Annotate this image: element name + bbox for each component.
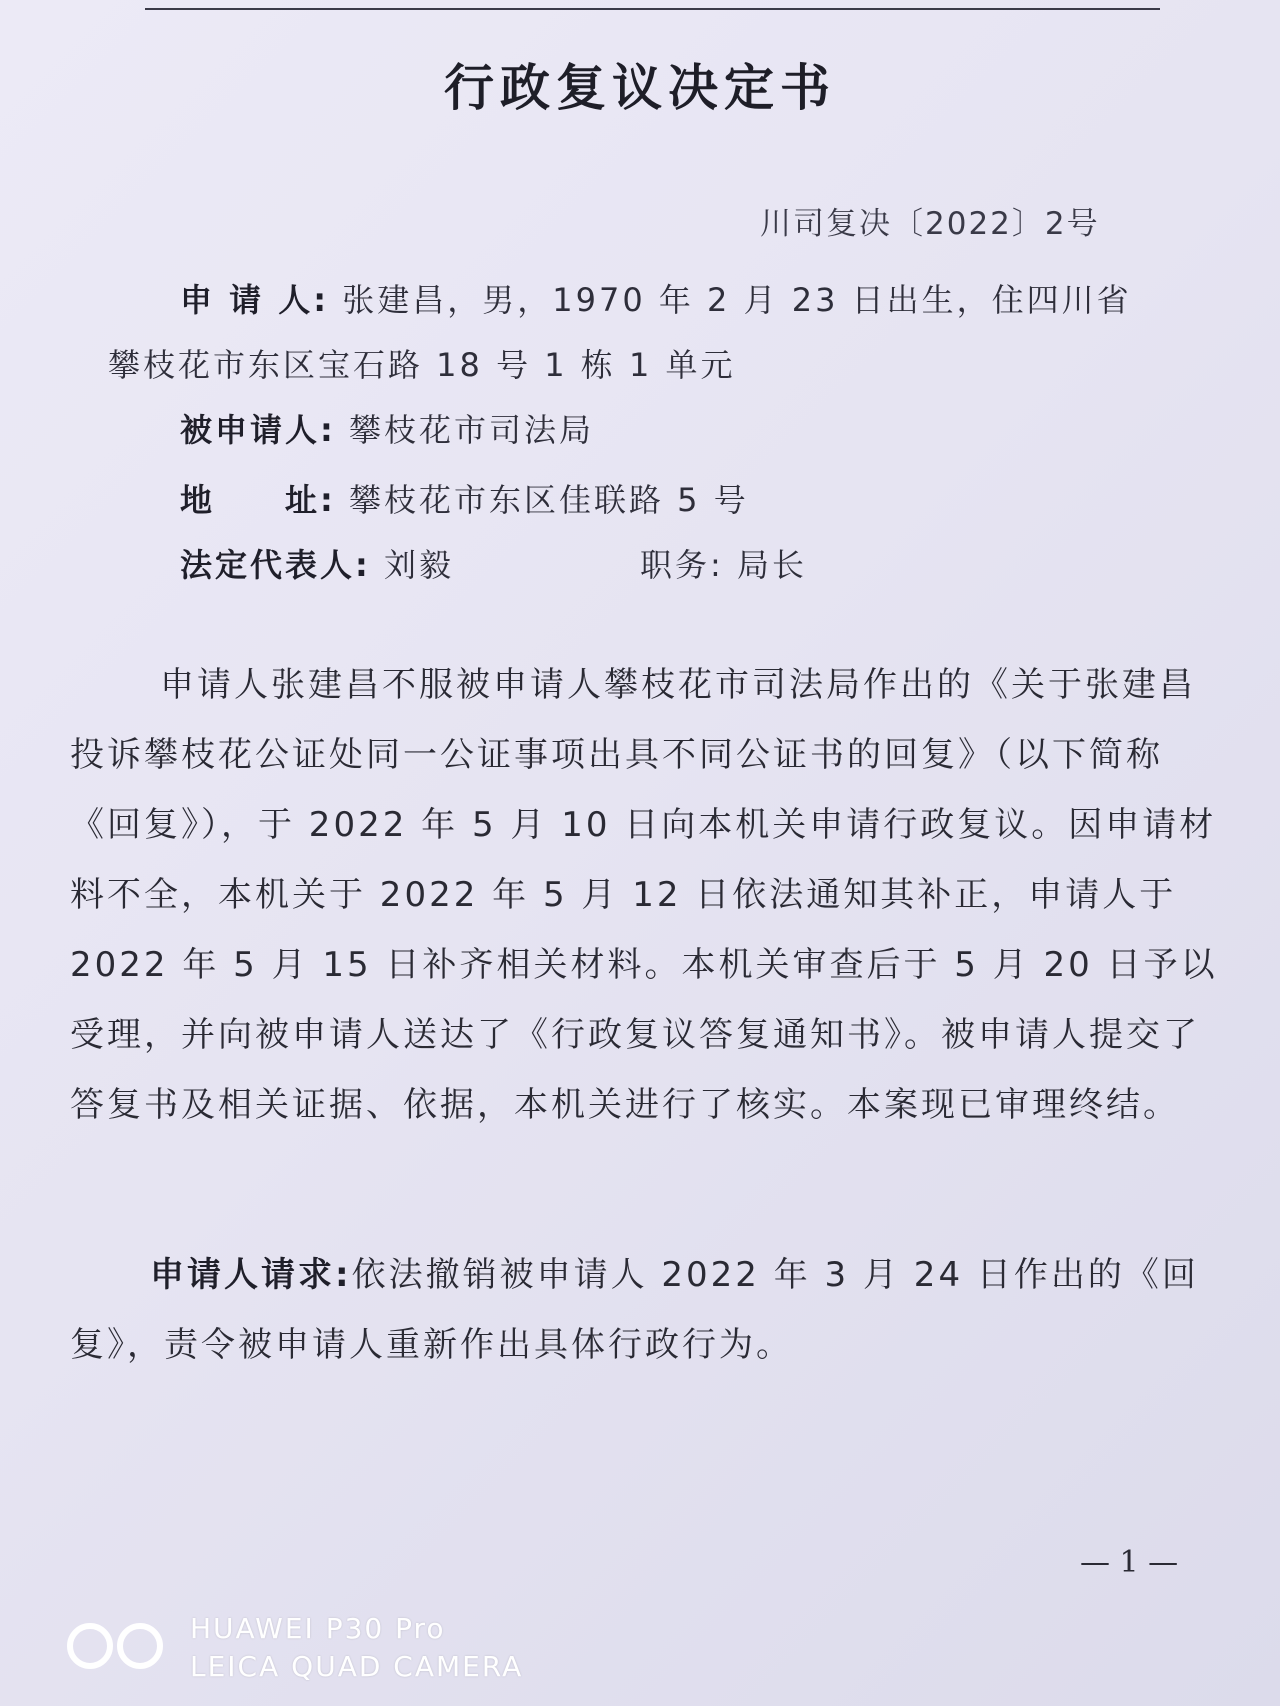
watermark-line2: LEICA QUAD CAMERA [190, 1650, 524, 1683]
top-rule [145, 8, 1160, 10]
respondent-line [180, 405, 594, 451]
page-number: — 1 — [1080, 1545, 1179, 1580]
address-text: 攀枝花市东区佳联路 5 号 [348, 481, 749, 519]
legal-rep-name: 刘毅 [383, 546, 454, 584]
respondent-text: 攀枝花市司法局 [348, 411, 594, 449]
request-label: 申请人请求: [150, 1255, 352, 1295]
applicant-text-line2: 攀枝花市东区宝石路 18 号 1 栋 1 单元 [108, 346, 736, 384]
address-label: 地 址: [180, 481, 336, 519]
position-line [640, 540, 807, 586]
document-title: 行政复议决定书 [444, 58, 836, 117]
camera-logo-icon [60, 1616, 180, 1676]
legal-rep-label: 法定代表人: [180, 546, 371, 584]
watermark-line1: HUAWEI P30 Pro [190, 1612, 446, 1645]
document-number: 川司复决〔2022〕2号 [760, 206, 1100, 242]
address-line [180, 475, 749, 521]
applicant-line [180, 275, 1132, 321]
applicant-text-line1: 张建昌，男，1970 年 2 月 23 日出生，住四川省 [342, 281, 1132, 319]
body-paragraph-request [70, 1240, 1230, 1380]
position-label: 职务: [640, 546, 724, 584]
respondent-label: 被申请人: [180, 411, 336, 449]
position-value: 局长 [736, 546, 807, 584]
body-paragraph-1: 申请人张建昌不服被申请人攀枝花市司法局作出的《关于张建昌投诉攀枝花公证处同一公证事项出具不同公证书的回复》（以下简称《回复》），于 2022 年 5 月 10 日向本机关申请行政复议。因申请材料不全，本机关于 2022 年 5 月 12 日依法通知其补正，申请人于 2022 年 5 月 15 日补齐相关材料。本机关审查后于 5 月 20 日予以受理，并向被申请人送达了《行政复议答复通知书》。被申请人提交了答复书及相关证据、依据，本机关进行了核实。本案现已审理终结。 [70, 665, 1218, 1125]
legal-rep-line [180, 540, 454, 586]
camera-watermark [60, 1608, 580, 1698]
applicant-label: 申 请 人: [180, 281, 330, 319]
request-text: 依法撤销被申请人 2022 年 3 月 24 日作出的《回复》，责令被申请人重新作出具体行政行为。 [70, 1255, 1199, 1365]
applicant-line-2 [108, 340, 735, 386]
